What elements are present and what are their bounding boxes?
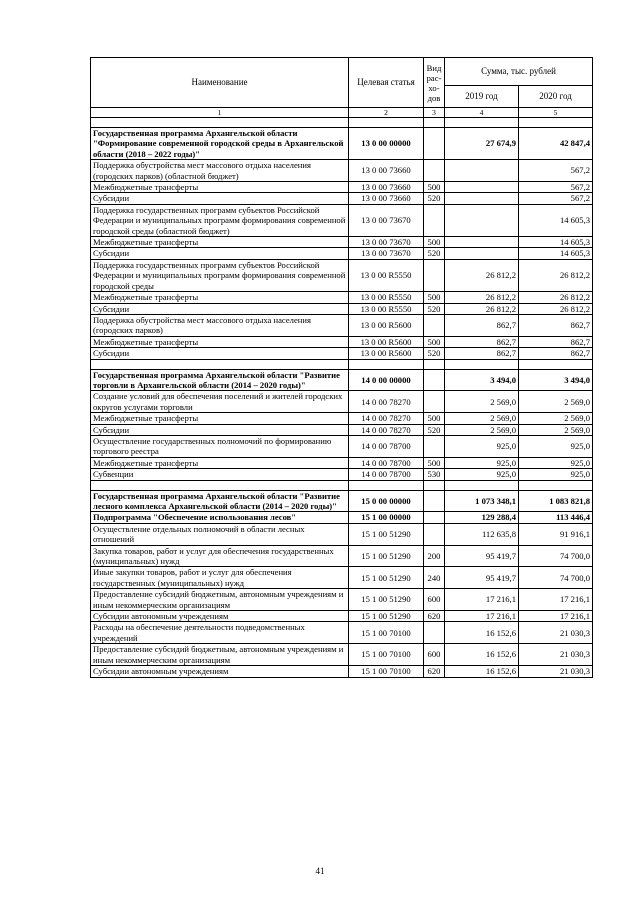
- cell-target-code: 15 1 00 51290: [349, 589, 424, 611]
- cell-name: Государственная программа Архангельской области "Развитие лесного комплекса Архангельской области (2014 – 2020 годы)": [91, 490, 349, 512]
- cell-amount-2019: 27 674,9: [445, 128, 519, 160]
- cell-expense-type: [424, 160, 445, 182]
- cell-amount-2019: 17 216,1: [445, 589, 519, 611]
- cell-target-code: 13 0 00 R5550: [349, 259, 424, 291]
- cell-expense-type: 520: [424, 193, 445, 204]
- cell-amount-2020: 17 216,1: [519, 611, 593, 622]
- cell-target-code: 15 1 00 51290: [349, 545, 424, 567]
- cell-amount-2019: 26 812,2: [445, 292, 519, 303]
- cell-name: Предоставление субсидий бюджетным, автономным учреждениям и иным некоммерческим организациям: [91, 644, 349, 666]
- cell-amount-2019: 95 419,7: [445, 567, 519, 589]
- cell-amount-2019: 862,7: [445, 314, 519, 336]
- cell-name: Закупка товаров, работ и услуг для обеспечения государственных (муниципальных) нужд: [91, 545, 349, 567]
- cell-amount-2019: [445, 160, 519, 182]
- cell-amount-2020: 567,2: [519, 182, 593, 193]
- spacer-cell: [445, 480, 519, 490]
- cell-target-code: 15 1 00 51290: [349, 523, 424, 545]
- cell-expense-type: 500: [424, 182, 445, 193]
- cell-expense-type: [424, 622, 445, 644]
- cell-target-code: 13 0 00 R5600: [349, 336, 424, 347]
- cell-amount-2019: 862,7: [445, 336, 519, 347]
- colnum-4: 4: [445, 108, 519, 118]
- cell-target-code: 13 0 00 00000: [349, 128, 424, 160]
- table-row: [91, 457, 593, 468]
- spacer-cell: [349, 359, 424, 369]
- spacer-cell: [424, 480, 445, 490]
- cell-target-code: 14 0 00 78270: [349, 413, 424, 424]
- cell-target-code: 15 1 00 51290: [349, 611, 424, 622]
- cell-target-code: 13 0 00 73670: [349, 237, 424, 248]
- cell-amount-2020: 26 812,2: [519, 303, 593, 314]
- table-row: [91, 314, 593, 336]
- colnum-1: 1: [91, 108, 349, 118]
- cell-name: Субвенции: [91, 469, 349, 480]
- cell-target-code: 13 0 00 R5550: [349, 292, 424, 303]
- cell-amount-2020: 2 569,0: [519, 413, 593, 424]
- program-row: [91, 369, 593, 391]
- cell-target-code: 14 0 00 78700: [349, 435, 424, 457]
- cell-name: Межбюджетные трансферты: [91, 336, 349, 347]
- cell-amount-2019: 129 288,4: [445, 512, 519, 523]
- cell-name: Государственная программа Архангельской области "Формирование современной городской среды в Архангельской области (2018 – 2022 годы)": [91, 128, 349, 160]
- table-row: [91, 611, 593, 622]
- table-row: [91, 336, 593, 347]
- cell-amount-2020: 42 847,4: [519, 128, 593, 160]
- cell-name: Субсидии автономным учреждениям: [91, 666, 349, 677]
- table-row: [91, 545, 593, 567]
- cell-amount-2020: 26 812,2: [519, 259, 593, 291]
- cell-target-code: 13 0 00 73660: [349, 193, 424, 204]
- cell-amount-2019: 26 812,2: [445, 303, 519, 314]
- cell-amount-2020: 14 605,3: [519, 237, 593, 248]
- cell-expense-type: [424, 435, 445, 457]
- cell-amount-2019: 2 569,0: [445, 413, 519, 424]
- cell-amount-2020: 925,0: [519, 457, 593, 468]
- cell-target-code: 15 1 00 70100: [349, 644, 424, 666]
- cell-amount-2019: 925,0: [445, 435, 519, 457]
- cell-target-code: 15 1 00 51290: [349, 567, 424, 589]
- cell-expense-type: 240: [424, 567, 445, 589]
- table-row: [91, 666, 593, 677]
- cell-name: Субсидии: [91, 303, 349, 314]
- cell-target-code: 15 1 00 70100: [349, 622, 424, 644]
- table-row: [91, 435, 593, 457]
- spacer-cell: [91, 118, 349, 128]
- cell-target-code: 14 0 00 78700: [349, 469, 424, 480]
- cell-expense-type: 500: [424, 457, 445, 468]
- cell-name: Межбюджетные трансферты: [91, 292, 349, 303]
- table-row: [91, 204, 593, 236]
- cell-name: Субсидии: [91, 424, 349, 435]
- colnum-2: 2: [349, 108, 424, 118]
- cell-target-code: 13 0 00 R5600: [349, 314, 424, 336]
- cell-name: Субсидии: [91, 248, 349, 259]
- cell-name: Поддержка обустройства мест массового отдыха населения (городских парков): [91, 314, 349, 336]
- cell-amount-2020: 74 700,0: [519, 567, 593, 589]
- cell-expense-type: 520: [424, 348, 445, 359]
- table-row: [91, 259, 593, 291]
- table-row: [91, 248, 593, 259]
- spacer-cell: [445, 118, 519, 128]
- spacer-cell: [91, 480, 349, 490]
- table-row: [91, 523, 593, 545]
- cell-amount-2020: 862,7: [519, 314, 593, 336]
- cell-expense-type: [424, 512, 445, 523]
- cell-name: Субсидии автономным учреждениям: [91, 611, 349, 622]
- cell-expense-type: 520: [424, 248, 445, 259]
- spacer-cell: [519, 118, 593, 128]
- cell-expense-type: 530: [424, 469, 445, 480]
- table-row: [91, 567, 593, 589]
- cell-name: Межбюджетные трансферты: [91, 457, 349, 468]
- cell-amount-2020: 862,7: [519, 336, 593, 347]
- cell-expense-type: [424, 259, 445, 291]
- cell-expense-type: [424, 128, 445, 160]
- cell-amount-2019: 2 569,0: [445, 391, 519, 413]
- table-row: [91, 237, 593, 248]
- cell-amount-2020: 1 083 821,8: [519, 490, 593, 512]
- cell-expense-type: [424, 490, 445, 512]
- cell-expense-type: 500: [424, 336, 445, 347]
- cell-target-code: 15 0 00 00000: [349, 490, 424, 512]
- cell-name: Создание условий для обеспечения поселений и жителей городских округов услугами торговли: [91, 391, 349, 413]
- cell-amount-2020: 567,2: [519, 160, 593, 182]
- spacer-row: [91, 118, 593, 128]
- cell-amount-2019: 16 152,6: [445, 644, 519, 666]
- header-row: [91, 58, 593, 86]
- cell-target-code: 14 0 00 78270: [349, 424, 424, 435]
- cell-expense-type: 600: [424, 644, 445, 666]
- cell-expense-type: [424, 391, 445, 413]
- cell-expense-type: [424, 523, 445, 545]
- cell-name: Предоставление субсидий бюджетным, автономным учреждениям и иным некоммерческим организациям: [91, 589, 349, 611]
- table-row: [91, 391, 593, 413]
- cell-amount-2019: 26 812,2: [445, 259, 519, 291]
- cell-amount-2020: 26 812,2: [519, 292, 593, 303]
- table-row: [91, 622, 593, 644]
- cell-amount-2020: 925,0: [519, 469, 593, 480]
- program-row: [91, 512, 593, 523]
- cell-amount-2019: [445, 182, 519, 193]
- cell-amount-2020: 17 216,1: [519, 589, 593, 611]
- cell-target-code: 14 0 00 00000: [349, 369, 424, 391]
- header-vid: Вид рас-хо-дов: [424, 58, 445, 108]
- spacer-row: [91, 480, 593, 490]
- cell-expense-type: 520: [424, 424, 445, 435]
- table-row: [91, 424, 593, 435]
- cell-expense-type: 200: [424, 545, 445, 567]
- cell-name: Осуществление государственных полномочий по формированию торгового реестра: [91, 435, 349, 457]
- cell-amount-2020: 2 569,0: [519, 391, 593, 413]
- cell-name: Межбюджетные трансферты: [91, 182, 349, 193]
- cell-name: Поддержка государственных программ субъектов Российской Федерации и муниципальных программ формирования современной городской среды (областной бюджет): [91, 204, 349, 236]
- table-row: [91, 182, 593, 193]
- cell-expense-type: 620: [424, 666, 445, 677]
- cell-amount-2020: 567,2: [519, 193, 593, 204]
- cell-amount-2019: [445, 237, 519, 248]
- budget-table: [90, 57, 593, 678]
- cell-target-code: 15 1 00 00000: [349, 512, 424, 523]
- cell-name: Субсидии: [91, 193, 349, 204]
- table-row: [91, 469, 593, 480]
- spacer-cell: [519, 480, 593, 490]
- cell-name: Государственная программа Архангельской области "Развитие торговли в Архангельской области (2014 – 2020 годы)": [91, 369, 349, 391]
- cell-expense-type: 500: [424, 413, 445, 424]
- cell-amount-2020: 862,7: [519, 348, 593, 359]
- header-code: Целевая статья: [349, 58, 424, 108]
- cell-name: Подпрограмма "Обеспечение использования лесов": [91, 512, 349, 523]
- program-row: [91, 128, 593, 160]
- cell-target-code: 13 0 00 73660: [349, 182, 424, 193]
- header-sum: Сумма, тыс. рублей: [445, 58, 593, 86]
- cell-amount-2020: 91 916,1: [519, 523, 593, 545]
- header-year-2020: 2020 год: [519, 86, 593, 108]
- spacer-cell: [349, 480, 424, 490]
- cell-amount-2019: [445, 204, 519, 236]
- cell-name: Субсидии: [91, 348, 349, 359]
- cell-amount-2019: 3 494,0: [445, 369, 519, 391]
- spacer-row: [91, 359, 593, 369]
- cell-amount-2019: 16 152,6: [445, 666, 519, 677]
- cell-amount-2020: 21 030,3: [519, 644, 593, 666]
- cell-name: Межбюджетные трансферты: [91, 237, 349, 248]
- cell-target-code: 13 0 00 73670: [349, 204, 424, 236]
- cell-name: Иные закупки товаров, работ и услуг для обеспечения государственных (муниципальных) нужд: [91, 567, 349, 589]
- header-year-2019: 2019 год: [445, 86, 519, 108]
- cell-amount-2020: 925,0: [519, 435, 593, 457]
- spacer-cell: [424, 118, 445, 128]
- cell-name: Поддержка государственных программ субъектов Российской Федерации и муниципальных программ формирования современной городской среды: [91, 259, 349, 291]
- colnum-3: 3: [424, 108, 445, 118]
- cell-expense-type: 520: [424, 303, 445, 314]
- cell-amount-2020: 21 030,3: [519, 666, 593, 677]
- table-row: [91, 413, 593, 424]
- cell-amount-2019: 2 569,0: [445, 424, 519, 435]
- cell-amount-2020: 113 446,4: [519, 512, 593, 523]
- cell-amount-2020: 21 030,3: [519, 622, 593, 644]
- cell-amount-2019: 862,7: [445, 348, 519, 359]
- column-number-row: [91, 108, 593, 118]
- table-row: [91, 292, 593, 303]
- cell-name: Межбюджетные трансферты: [91, 413, 349, 424]
- cell-expense-type: 500: [424, 237, 445, 248]
- cell-amount-2019: 925,0: [445, 457, 519, 468]
- cell-name: Расходы на обеспечение деятельности подведомственных учреждений: [91, 622, 349, 644]
- cell-target-code: 13 0 00 73660: [349, 160, 424, 182]
- cell-amount-2019: 1 073 348,1: [445, 490, 519, 512]
- cell-amount-2019: 16 152,6: [445, 622, 519, 644]
- cell-expense-type: 500: [424, 292, 445, 303]
- spacer-cell: [424, 359, 445, 369]
- table-row: [91, 644, 593, 666]
- table-row: [91, 193, 593, 204]
- cell-amount-2019: 95 419,7: [445, 545, 519, 567]
- program-row: [91, 490, 593, 512]
- table-row: [91, 348, 593, 359]
- cell-expense-type: 600: [424, 589, 445, 611]
- table-row: [91, 303, 593, 314]
- table-row: [91, 589, 593, 611]
- cell-amount-2020: 14 605,3: [519, 248, 593, 259]
- cell-amount-2019: [445, 248, 519, 259]
- cell-amount-2019: 112 635,8: [445, 523, 519, 545]
- cell-target-code: 15 1 00 70100: [349, 666, 424, 677]
- cell-amount-2019: 925,0: [445, 469, 519, 480]
- cell-amount-2019: 17 216,1: [445, 611, 519, 622]
- cell-amount-2020: 3 494,0: [519, 369, 593, 391]
- cell-target-code: 14 0 00 78700: [349, 457, 424, 468]
- cell-target-code: 13 0 00 73670: [349, 248, 424, 259]
- cell-expense-type: 620: [424, 611, 445, 622]
- cell-amount-2020: 2 569,0: [519, 424, 593, 435]
- cell-amount-2020: 14 605,3: [519, 204, 593, 236]
- cell-target-code: 13 0 00 R5600: [349, 348, 424, 359]
- cell-expense-type: [424, 204, 445, 236]
- cell-expense-type: [424, 314, 445, 336]
- colnum-5: 5: [519, 108, 593, 118]
- cell-target-code: 13 0 00 R5550: [349, 303, 424, 314]
- spacer-cell: [445, 359, 519, 369]
- cell-name: Осуществление отдельных полномочий в области лесных отношений: [91, 523, 349, 545]
- cell-target-code: 14 0 00 78270: [349, 391, 424, 413]
- table-row: [91, 160, 593, 182]
- spacer-cell: [349, 118, 424, 128]
- cell-name: Поддержка обустройства мест массового отдыха населения (городских парков) (областной бюджет): [91, 160, 349, 182]
- cell-amount-2019: [445, 193, 519, 204]
- spacer-cell: [91, 359, 349, 369]
- cell-amount-2020: 74 700,0: [519, 545, 593, 567]
- spacer-cell: [519, 359, 593, 369]
- header-name: Наименование: [91, 58, 349, 108]
- cell-expense-type: [424, 369, 445, 391]
- page-number: 41: [315, 866, 325, 876]
